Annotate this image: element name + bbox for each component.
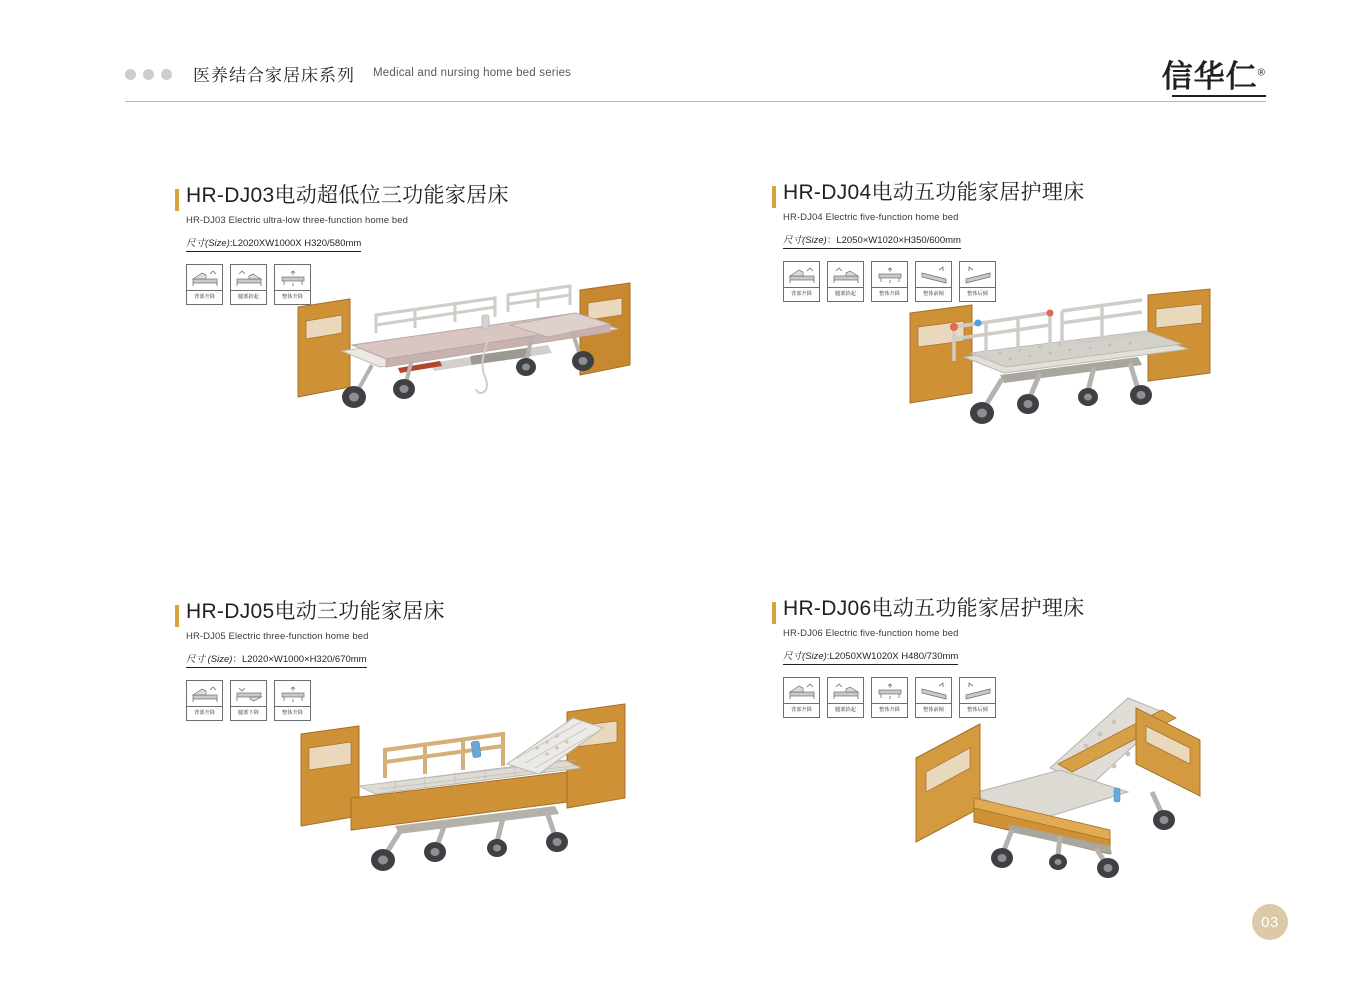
feature-back-lift (186, 680, 223, 721)
feature-caption: 背部升降 (791, 291, 812, 297)
feature-caption: 整体升降 (282, 294, 303, 300)
leg-lift-icon (231, 265, 266, 291)
size-value: :L2050XW1020X H480/730mm (826, 651, 959, 662)
product-title-en: HR-DJ04 Electric five-function home bed (783, 212, 959, 223)
feature-caption: 整体升降 (879, 707, 900, 713)
product-title-row (772, 598, 1292, 624)
page-number-badge: 03 (1252, 904, 1288, 940)
product-image-hr-dj03 (280, 255, 660, 430)
product-title-row (175, 185, 695, 211)
registered-mark: ® (1257, 67, 1266, 79)
leg-down-icon (231, 681, 266, 707)
feature-caption: 背部升降 (194, 294, 215, 300)
feature-caption: 腿部抬起 (238, 294, 259, 300)
header-title-en: Medical and nursing home bed series (373, 67, 572, 79)
feature-caption: 腿部下降 (238, 710, 259, 716)
product-title-cn: HR-DJ06电动五功能家居护理床 (783, 597, 1085, 620)
product-image-hr-dj04 (880, 265, 1250, 445)
size-value: ：L2020×W1000×H320/670mm (232, 654, 367, 665)
brand-logo (1162, 51, 1266, 96)
product-title-cn: HR-DJ03电动超低位三功能家居床 (186, 184, 509, 207)
product-size (186, 651, 367, 668)
product-title-row (175, 601, 695, 627)
dot-3 (161, 69, 172, 80)
brand-underline (1172, 95, 1266, 97)
product-size (783, 232, 961, 249)
back-lift-icon (187, 265, 222, 291)
feature-caption: 背部升降 (791, 707, 812, 713)
title-accent-bar (772, 186, 776, 208)
product-image-hr-dj05 (285, 690, 650, 880)
product-title-cn: HR-DJ05电动三功能家居床 (186, 600, 445, 623)
feature-caption: 整体前倾 (923, 291, 944, 297)
title-accent-bar (772, 602, 776, 624)
size-label: 尺寸(Size) (186, 238, 230, 249)
feature-caption: 整体后倾 (967, 291, 988, 297)
feature-caption: 腿部抬起 (835, 291, 856, 297)
product-title-en: HR-DJ06 Electric five-function home bed (783, 628, 959, 639)
brand-logo-text: 信华仁 (1161, 59, 1258, 94)
product-title-row (772, 182, 1292, 208)
feature-caption: 背部升降 (194, 710, 215, 716)
feature-leg-lift (827, 677, 864, 718)
size-value: :L2020XW1000X H320/580mm (229, 238, 362, 249)
size-label: 尺寸 (Size) (186, 654, 233, 665)
feature-caption: 整体升降 (282, 710, 303, 716)
page-header (125, 55, 1266, 102)
feature-caption: 整体升降 (879, 291, 900, 297)
size-value: ：L2050×W1020×H350/600mm (826, 235, 961, 246)
feature-leg-lift (827, 261, 864, 302)
product-title-en: HR-DJ03 Electric ultra-low three-function home bed (186, 215, 409, 226)
feature-leg-lift (230, 264, 267, 305)
product-size (783, 648, 958, 665)
dot-2 (143, 69, 154, 80)
product-title-cn: HR-DJ04电动五功能家居护理床 (783, 181, 1085, 204)
title-accent-bar (175, 189, 179, 211)
size-label: 尺寸(Size) (783, 651, 827, 662)
back-lift-icon (784, 262, 819, 288)
dot-1 (125, 69, 136, 80)
feature-caption: 整体前倾 (923, 707, 944, 713)
feature-caption: 腿部抬起 (835, 707, 856, 713)
feature-back-lift (186, 264, 223, 305)
header-title-cn: 医养结合家居床系列 (193, 66, 355, 85)
feature-back-lift (783, 677, 820, 718)
product-size (186, 235, 361, 252)
product-title-en: HR-DJ05 Electric three-function home bed (186, 631, 369, 642)
leg-lift-icon (828, 262, 863, 288)
product-image-hr-dj06 (900, 668, 1240, 878)
back-lift-icon (187, 681, 222, 707)
back-lift-icon (784, 678, 819, 704)
feature-caption: 整体后倾 (967, 707, 988, 713)
feature-back-lift (783, 261, 820, 302)
header-dots (125, 69, 172, 80)
leg-lift-icon (828, 678, 863, 704)
feature-leg-down (230, 680, 267, 721)
size-label: 尺寸(Size) (783, 235, 827, 246)
title-accent-bar (175, 605, 179, 627)
